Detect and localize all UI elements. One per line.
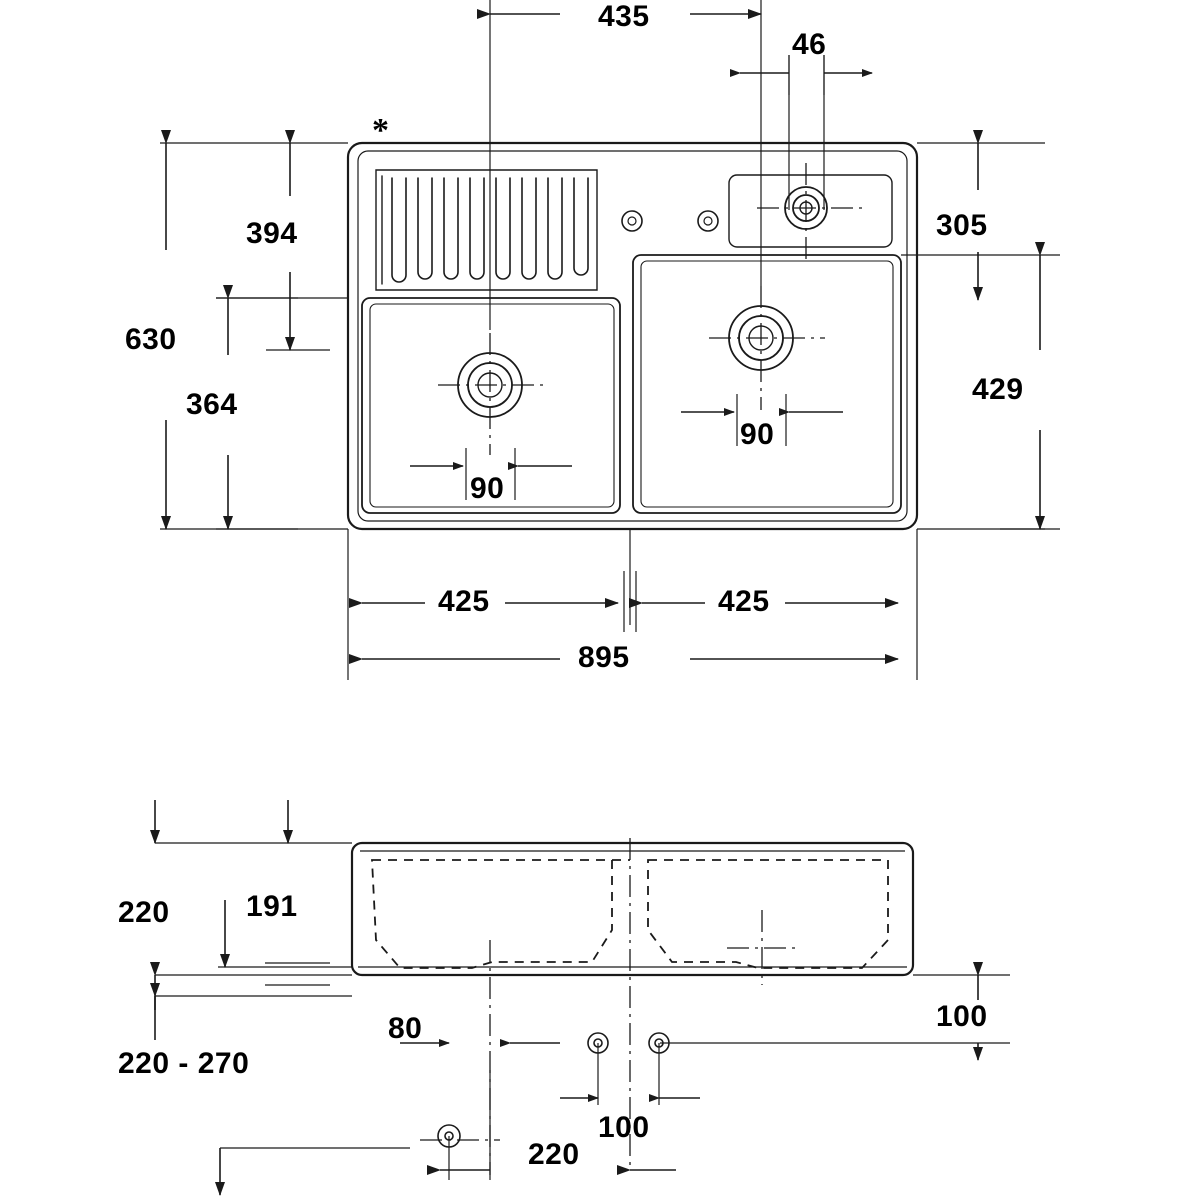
- dimension-label-895: 895: [578, 641, 630, 674]
- top-view-dimension-lines: [160, 0, 1060, 680]
- dimension-label-429: 429: [972, 373, 1024, 406]
- dimension-label-100-bottom: 100: [598, 1111, 650, 1144]
- dimension-label-435: 435: [598, 0, 650, 33]
- dimension-label-90-right: 90: [740, 418, 775, 451]
- dimension-label-46: 46: [792, 28, 827, 61]
- dimension-label-220-270: 220 - 270: [118, 1047, 250, 1080]
- dimension-label-80: 80: [388, 1012, 423, 1045]
- top-view-geometry: [348, 143, 917, 529]
- dimension-label-90-left: 90: [470, 472, 505, 505]
- dimension-label-364: 364: [186, 388, 238, 421]
- dimension-label-220-bottom: 220: [528, 1138, 580, 1171]
- front-view-geometry: [352, 843, 913, 975]
- dimension-label-305: 305: [936, 209, 988, 242]
- note-asterisk: *: [372, 112, 389, 149]
- dimension-label-100-right: 100: [936, 1000, 988, 1033]
- dimension-label-191: 191: [246, 890, 298, 923]
- dimension-label-394: 394: [246, 217, 298, 250]
- dimension-label-220-height: 220: [118, 896, 170, 929]
- dimension-label-425-left: 425: [438, 585, 490, 618]
- dimension-label-425-right: 425: [718, 585, 770, 618]
- dimension-label-630: 630: [125, 323, 177, 356]
